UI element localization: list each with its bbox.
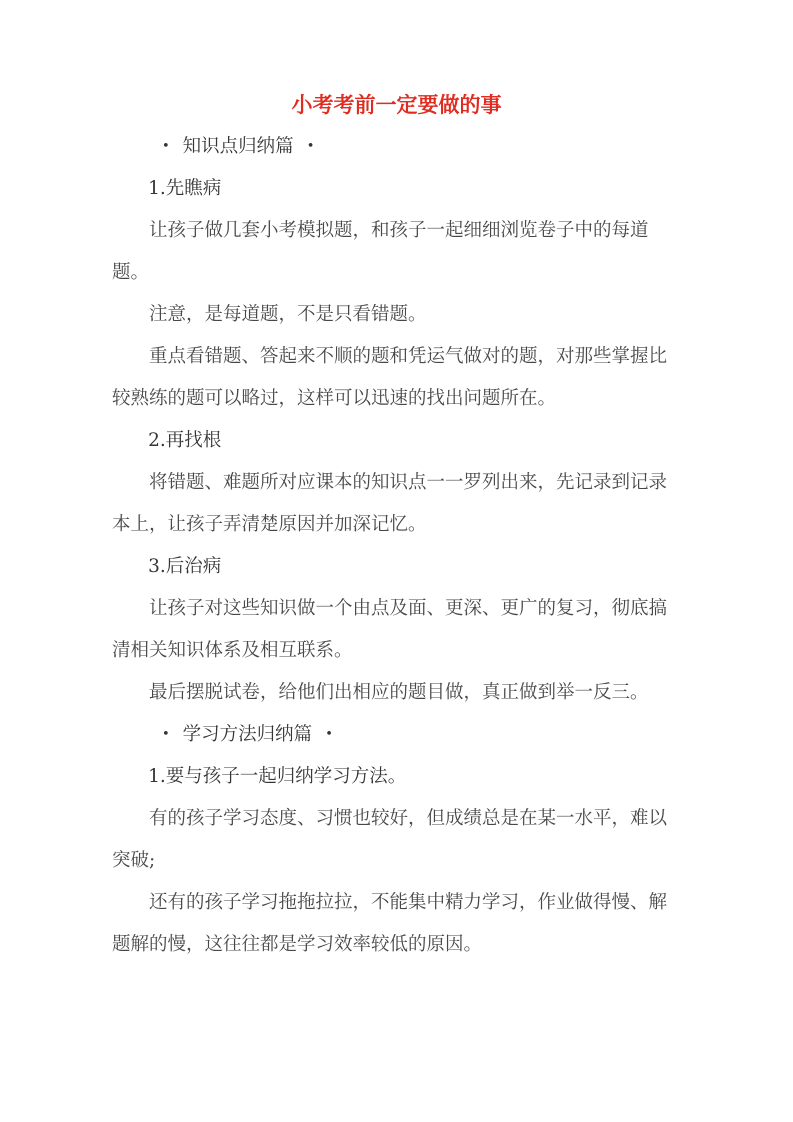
numbered-heading: 1.先瞧病: [148, 178, 222, 199]
paragraph: 还有的孩子学习拖拖拉拉，不能集中精力学习，作业做得慢、解题解的慢，这往往都是学习效率较低的原因。: [112, 892, 668, 955]
paragraph: 将错题、难题所对应课本的知识点一一罗列出来，先记录到记录本上，让孩子弄清楚原因并加深记忆。: [112, 472, 668, 535]
section-heading: [112, 126, 681, 168]
paragraph: 有的孩子学习态度、习惯也较好，但成绩总是在某一水平，难以突破;: [112, 808, 668, 871]
paragraph: 最后摆脱试卷，给他们出相应的题目做，真正做到举一反三。: [149, 682, 649, 703]
document-title: 小考考前一定要做的事: [291, 92, 502, 117]
bullet-icon: •: [162, 727, 170, 742]
numbered-heading: 1.要与孩子一起归纳学习方法。: [148, 766, 407, 787]
bullet-icon: •: [162, 139, 170, 154]
document-body: [112, 126, 681, 966]
numbered-heading: 3.后治病: [148, 556, 222, 577]
paragraph: 重点看错题、答起来不顺的题和凭运气做对的题，对那些掌握比较熟练的题可以略过，这样可以迅速的找出问题所在。: [112, 346, 668, 409]
numbered-heading: 2.再找根: [148, 430, 222, 451]
bullet-icon: •: [325, 727, 333, 742]
paragraph: 让孩子对这些知识做一个由点及面、更深、更广的复习，彻底搞清相关知识体系及相互联系。: [112, 598, 668, 661]
paragraph: 注意，是每道题，不是只看错题。: [149, 304, 427, 325]
section-heading-text: 知识点归纳篇: [182, 136, 294, 157]
section-heading: [112, 714, 681, 756]
section-heading-text: 学习方法归纳篇: [182, 724, 313, 745]
bullet-icon: •: [306, 139, 315, 154]
paragraph: 让孩子做几套小考模拟题，和孩子一起细细浏览卷子中的每道题。: [112, 220, 649, 283]
